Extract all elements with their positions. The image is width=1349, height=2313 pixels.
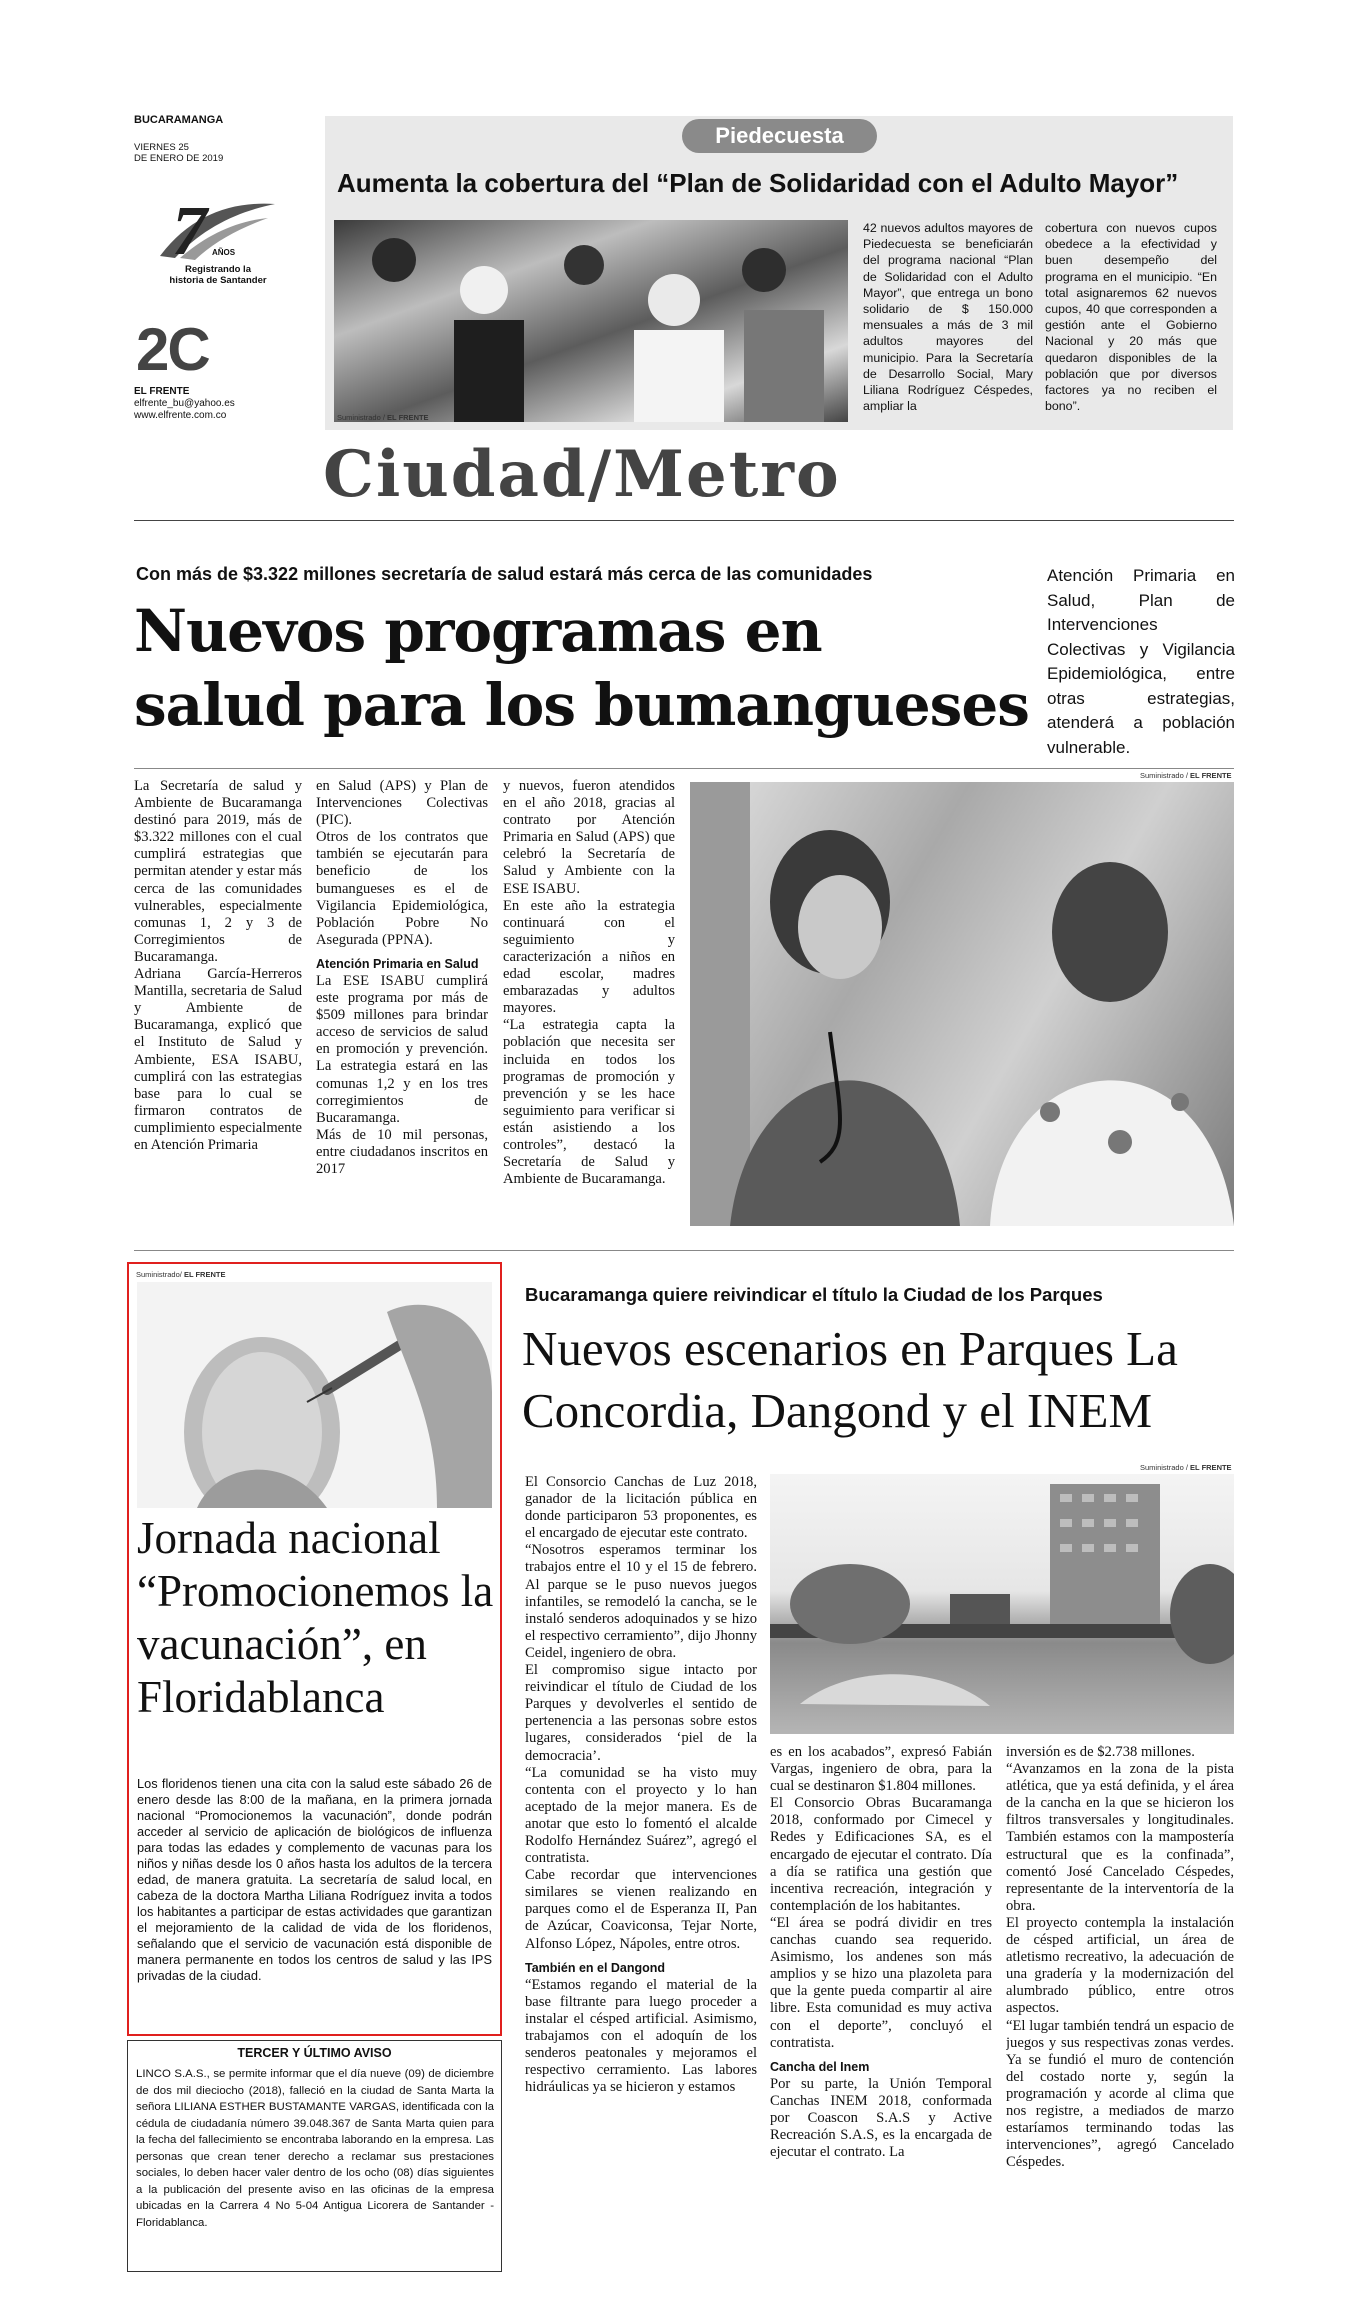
parks-story-headline-line2: Concordia, Dangond y el INEM [522, 1383, 1153, 1438]
paper-name: EL FRENTE [134, 386, 190, 397]
top-story-tag: Piedecuesta [682, 119, 877, 153]
crowd-illustration-icon [334, 220, 848, 422]
contact-website[interactable]: www.elfrente.com.co [134, 410, 227, 421]
section-rule [134, 520, 1234, 521]
parks-story-col2-subhead: Cancha del Inem [770, 2059, 870, 2074]
main-story-headline-line2: salud para los bumangueses [134, 671, 1029, 739]
parks-story-col1-text-b: “Estamos regando el material de la base filtrante para luego proceder a instalar el césped artificial. Asimismo, trabajamos con el adoquín de los senderos peatonales y mejoramos el respectivo cerramiento. Las labores hidráulicas ya se hicieron y estamos [525, 1976, 757, 2096]
mid-rule [134, 1250, 1234, 1251]
main-story-col3: y nuevos, fueron atendidos en el año 2018, gracias al contrato por Atención Primaria en Salud (APS) que celebró la Secretaría de Salud y Ambiente con la ESE ISABU. En este año la estrategia continuará con el seguimiento y caracterización a niños en edad escolar, madres embarazadas y adultos mayores. “La estrategia capta la población que necesita ser incluida en todos los programas de promoción y prevención y se les hace seguimiento para verificar si están asistiendo a los controles”, destacó la Secretaría de Salud y Ambiente de Bucaramanga. [503, 778, 675, 1188]
page-number: 2C [136, 316, 209, 383]
top-story-headline: Aumenta la cobertura del “Plan de Solidaridad con el Adulto Mayor” [337, 168, 1179, 198]
vaccine-story-body: Los floridenos tienen una cita con la salud este sábado 26 de enero desde las 8:00 de la mañana, en la primera jornada nacional “Promocionemos la vacunación”, donde podrán acceder al servicio de aplicación de biológicos de influenza para todas las edades y complemento de vacunas para los niños y niñas desde los 0 años hasta los adultos de la tercera edad, de manera gratuita. La secretaría de salud local, en cabeza de la doctora Martha Liliana Rodríguez invita a todos los habitantes a participar de estas actividades que garantizan el mejoramiento de la calidad de vida de los floridenos, señalando que el servicio de vacunación está disponible de manera permanente en todos los centros de salud y las IPS privadas de la ciudad. [137, 1776, 492, 1983]
construction-site-illustration-icon [770, 1474, 1234, 1734]
top-story-col2: cobertura con nuevos cupos obedece a la efectividad y buen desempeño del programa en el municipio. “En total asignaremos 62 nuevos cupos, 40 que corresponden a gestión ante el Gobierno Nacional y 20 más que quedaron disponibles de la población que por diversos factores ya no reciben el bono”. [1045, 221, 1217, 414]
parks-story-photo [770, 1474, 1234, 1734]
parks-story-photo-credit: Suministrado / EL FRENTE [1140, 1463, 1232, 1472]
parks-story-col2-text-a: es en los acabados”, expresó Fabián Vargas, ingeniero de obra, para la cual se destinaron $1.804 millones. El Consorcio Obras Bucaramanga 2018, conformado por Cimecel y Redes y Edificaciones SA, es el encargado de ejecutar el contrato. Día a día se ratifica una gestión que incentiva recreación, integración y contemplación de los habitantes. “El área se podrá dividir en tres canchas cuando sea requerido. Asimismo, los andenes son más amplios y se hizo una plazoleta para que la gente pueda compartir al aire libre. Esta comunidad es muy activa con el deporte”, concluyó el contratista. [770, 1744, 992, 2051]
main-story-kicker: Con más de $3.322 millones secretaría de salud estará más cerca de las comunidades [136, 564, 873, 584]
parks-story-col3: inversión es de $2.738 millones. “Avanzamos en la zona de la pista atlética, que ya está definida, y el área de la cancha en la que se hicieron los filtros transversales y longitudinales. También estamos con la mampostería estructural que es la confinada”, comentó José Cancelado Céspedes, representante de la interventoría de la obra. El proyecto contempla la instalación de césped artificial, un área de atletismo recreativo, la adecuación de una gradería y la modernización del alumbrado público, entre otros aspectos. “El lugar también tendrá un espacio de juegos y sus respectivas zonas verdes. Ya se fundió el muro de contención del costado norte y, según la programación y acorde al clima que nos registre, a mediados de marzo estaríamos terminando todas las intervenciones”, agregó Cancelado Céspedes. [1006, 1744, 1234, 2171]
masthead-date-line1: VIERNES 25 [134, 142, 189, 153]
anniversary-logo [150, 193, 280, 306]
death-notice-title: TERCER Y ÚLTIMO AVISO [237, 2046, 392, 2060]
masthead-contact [134, 386, 235, 422]
contact-email[interactable]: elfrente_bu@yahoo.es [134, 398, 235, 409]
section-title: Ciudad/Metro [323, 437, 841, 512]
vaccine-story-photo-credit: Suministrado/ EL FRENTE [136, 1270, 226, 1279]
main-story-headline-line1: Nuevos programas en [134, 597, 822, 665]
parks-story-col2-text-b: Por su parte, la Unión Temporal Canchas INEM 2018, conformada por Coascon S.A.S y Active Recreación S.A.S, es la encargada de ejecutar el contrato. La [770, 2075, 992, 2161]
main-story-col2-text-b: La ESE ISABU cumplirá este programa por más de $509 millones para brindar acceso de servicios de salud en promoción y prevención. La estrategia estará en las comunas 1,2 y en los tres corregimientos de Bucaramanga. Más de 10 mil personas, entre ciudadanos inscritos en 2017 [316, 972, 488, 1177]
main-story-col2-text-a: en Salud (APS) y Plan de Intervenciones Colectivas (PIC). Otros de los contratos que también se ejecutarán para beneficio de los bumangueses es el de Vigilancia Epidemiológica, Población Pobre No Asegurada (PPNA). [316, 778, 488, 948]
parks-story-headline-line1: Nuevos escenarios en Parques La [522, 1321, 1178, 1376]
anniversary-number: 7 [172, 193, 207, 270]
main-story-summary: Atención Primaria en Salud, Plan de Intervenciones Colectivas y Vigilancia Epidemiológica, entre otras estrategias, atenderá a población vulnerable. [1047, 566, 1235, 757]
main-story-col2-subhead: Atención Primaria en Salud [316, 956, 479, 971]
parks-story-kicker: Bucaramanga quiere reivindicar el título la Ciudad de los Parques [525, 1284, 1103, 1305]
masthead-date-line2: DE ENERO DE 2019 [134, 153, 224, 164]
main-story-headline [134, 594, 1034, 742]
parks-story-col1-subhead: También en el Dangond [525, 1960, 666, 1975]
top-story-col1: 42 nuevos adultos mayores de Piedecuesta se beneficiarán del programa nacional “Plan de Solidaridad con el Adulto Mayor”, que entrega un bono solidario de $ 150.000 mensuales a más de 3 mil adultos mayores del municipio. Para la Secretaría de Desarrollo Social, Mary Liliana Rodríguez Céspedes, ampliar la [863, 221, 1033, 414]
masthead-city: BUCARAMANGA [134, 114, 224, 126]
death-notice-body: LINCO S.A.S., se permite informar que el día nueve (09) de diciembre de dos mil dieciocho (2018), falleció en la ciudad de Santa Marta la señora LILIANA ESTHER BUSTAMANTE VARGAS, identificada con la cédula de ciudadanía número 39.048.367 de Santa Marta quien para la fecha del fallecimiento se encontraba laborando en la empresa. Las personas que crean tener derecho a reclamar sus prestaciones sociales, lo deben hacer valer dentro de los ocho (08) días siguientes a la publicación del presente aviso en las oficinas de la empresa ubicadas en la Carrera 4 No 5-04 Antigua Licorera de Santander - Floridablanca. [136, 2068, 494, 2229]
anniversary-label: AÑOS [212, 248, 236, 257]
vaccine-story-photo [137, 1282, 492, 1508]
masthead [134, 114, 314, 164]
vaccine-story-headline: Jornada nacional “Promocionemos la vacunación”, en Floridablanca [137, 1513, 494, 1722]
parks-story-col1 [525, 1474, 757, 2264]
anniversary-slogan: Registrando la historia de Santander [169, 264, 267, 286]
parks-story-col2 [770, 1744, 992, 2264]
top-story-photo [334, 220, 848, 422]
vaccination-illustration-icon [137, 1282, 492, 1508]
main-story-col2 [316, 778, 488, 1228]
parks-story-headline [522, 1318, 1242, 1442]
main-story-rule [134, 768, 1234, 769]
parks-story-col1-text-a: El Consorcio Canchas de Luz 2018, ganador de la licitación pública en donde participaron 53 proponentes, es el encargado de ejecutar este contrato. “Nosotros esperamos terminar los trabajos entre el 10 y el 15 de febrero. Al parque se le puso nuevos juegos infantiles, se remodeló la cancha, se le instaló senderos adoquinados y se hizo el respectivo cerramiento”, dijo Jhonny Ceidel, ingeniero de obra. El compromiso sigue intacto por reivindicar el título de Ciudad de los Parques y devolverles el sentido de pertenencia a las personas sobre estos lugares, considerados ‘piel de la democracia’. “La comunidad se ha visto muy contenta con el proyecto y lo han aceptado de la mejor manera. Es de anotar que esto lo fomentó el alcalde Rodolfo Hernández Suárez”, agregó el contratista. Cabe recordar que intervenciones similares se vienen realizando en parques como el de Esperanza II, Pan de Azúcar, Coaviconsa, Tejar Norte, Alfonso López, Nápoles, entre otros. [525, 1474, 757, 1952]
top-story-photo-credit: Suministrado / EL FRENTE [337, 413, 429, 422]
nurse-patient-illustration-icon [690, 782, 1234, 1226]
main-story-photo [690, 782, 1234, 1226]
main-story-photo-credit: Suministrado / EL FRENTE [1140, 771, 1232, 780]
main-story-col1: La Secretaría de salud y Ambiente de Bucaramanga destinó para 2019, más de $3.322 millones con el cual cumplirá estrategias que permitan atender y estar más cerca de las comunidades vulnerables, especialmente comunas 1, 2 y 3 de Corregimientos de Bucaramanga. Adriana García-Herreros Mantilla, secretaria de Salud y Ambiente de Bucaramanga, explicó que el Instituto de Salud y Ambiente, ESA ISABU, cumplirá con las estrategias base para lo cual se firmaron contratos de cumplimiento especialmente en Atención Primaria [134, 778, 302, 1153]
